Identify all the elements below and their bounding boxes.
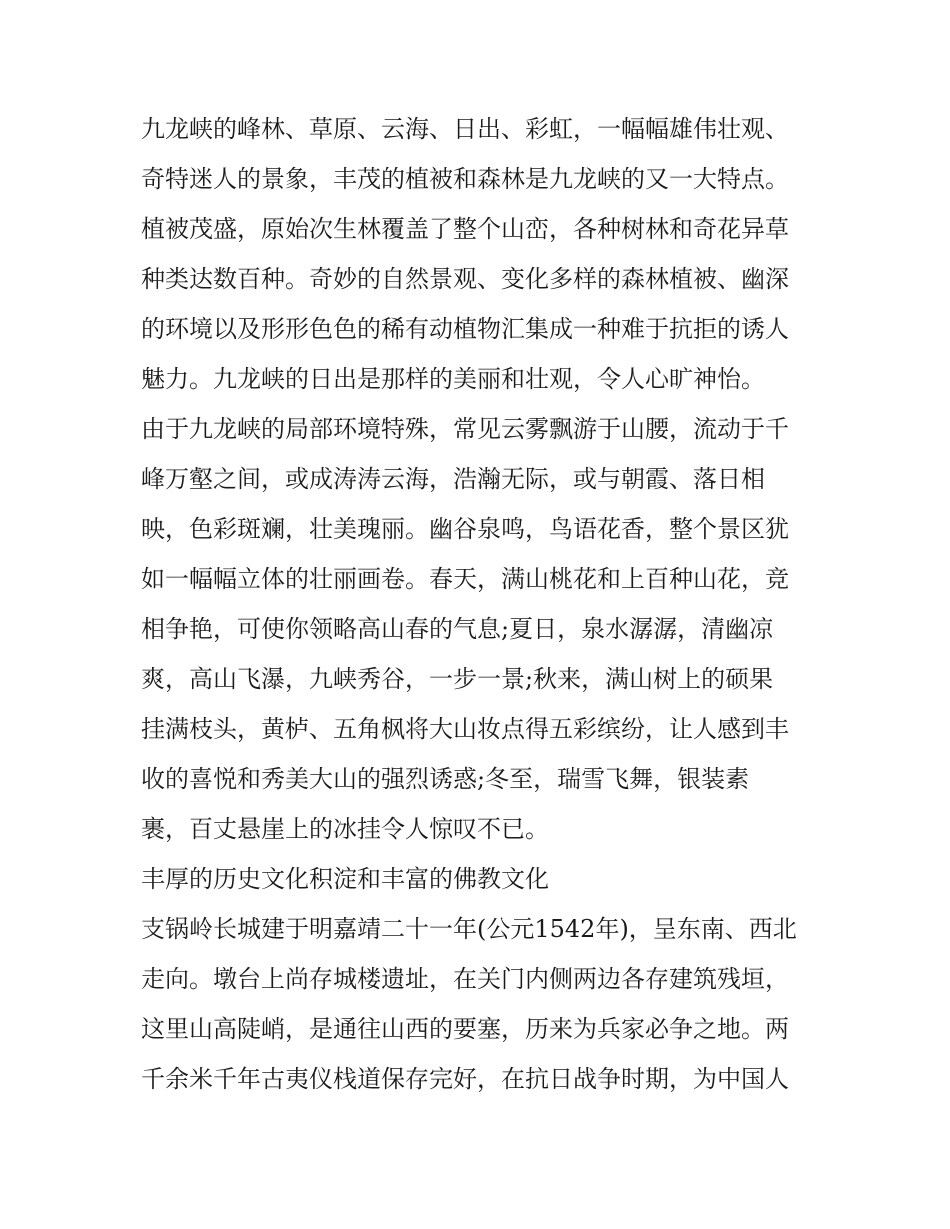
text-line: 植被茂盛，原始次生林覆盖了整个山峦，各种树林和奇花异草 — [141, 215, 789, 243]
text-line: 收的喜悦和秀美大山的强烈诱惑;冬至，瑞雪飞舞，银装素 — [141, 765, 750, 793]
body-text — [141, 104, 813, 1104]
text-line: 由于九龙峡的局部环境特殊，常见云雾飘游于山腰，流动于千 — [141, 415, 789, 443]
text-line: 映，色彩斑斓，壮美瑰丽。幽谷泉鸣，鸟语花香，整个景区犹 — [141, 515, 789, 543]
text-line: 裹，百丈悬崖上的冰挂令人惊叹不已。 — [141, 815, 549, 843]
text-line: 魅力。九龙峡的日出是那样的美丽和壮观，令人心旷神怡。 — [141, 365, 765, 393]
text-line: 峰万壑之间，或成涛涛云海，浩瀚无际，或与朝霞、落日相 — [141, 465, 765, 493]
text-line: 九龙峡的峰林、草原、云海、日出、彩虹，一幅幅雄伟壮观、 — [141, 115, 789, 143]
text-line: 的环境以及形形色色的稀有动植物汇集成一种难于抗拒的诱人 — [141, 315, 789, 343]
text-line: 奇特迷人的景象，丰茂的植被和森林是九龙峡的又一大特点。 — [141, 165, 789, 193]
text-line: 千余米千年古夷仪栈道保存完好，在抗日战争时期，为中国人 — [141, 1065, 789, 1093]
text-line: 相争艳，可使你领略高山春的气息;夏日，泉水潺潺，清幽凉 — [141, 615, 774, 643]
section-heading: 丰厚的历史文化积淀和丰富的佛教文化 — [141, 865, 549, 893]
text-line: 种类达数百种。奇妙的自然景观、变化多样的森林植被、幽深 — [141, 265, 789, 293]
text-line: 走向。墩台上尚存城楼遗址，在关门内侧两边各存建筑残垣， — [141, 965, 789, 993]
text-line: 支锅岭长城建于明嘉靖二十一年(公元1542年)，呈东南、西北 — [141, 915, 797, 943]
text-line: 如一幅幅立体的壮丽画卷。春天，满山桃花和上百种山花，竞 — [141, 565, 789, 593]
text-line: 挂满枝头，黄栌、五角枫将大山妆点得五彩缤纷，让人感到丰 — [141, 715, 789, 743]
text-line: 这里山高陡峭，是通往山西的要塞，历来为兵家必争之地。两 — [141, 1015, 789, 1043]
text-line: 爽，高山飞瀑，九峡秀谷，一步一景;秋来，满山树上的硕果 — [141, 665, 774, 693]
